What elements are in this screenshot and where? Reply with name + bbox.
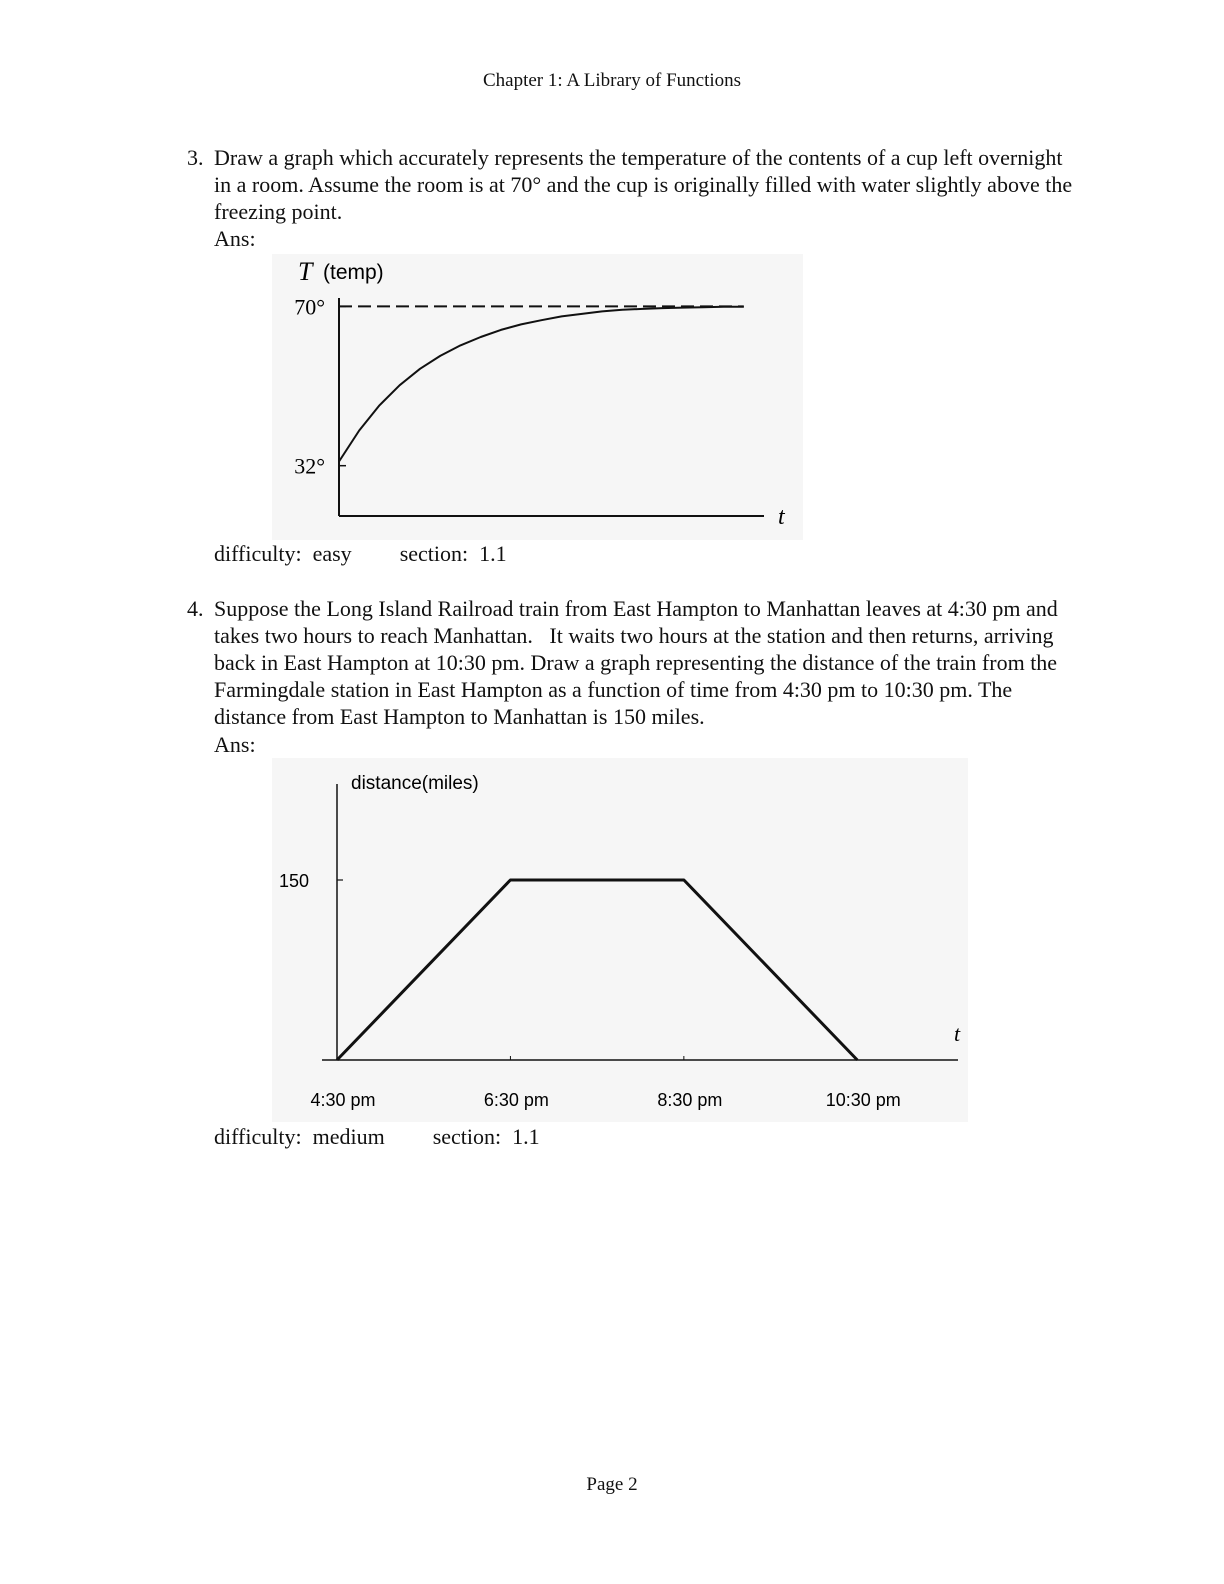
problem-text: Suppose the Long Island Railroad train from East Hampton to Manhattan leaves at 4:30 pm and takes two hours to reach Manhattan. It waits two hours at the station and then returns, arriving back in East Hampton at 10:30 pm. Draw a graph representing the distance of the train from the Farmingdale station in East Hampton as a function of time from 4:30 pm to 10:30 pm. The distance from East Hampton to Manhattan is 150 miles. <box>214 596 1064 729</box>
x-axis-label: t <box>778 504 785 530</box>
x-tick-label: 10:30 pm <box>825 1090 901 1110</box>
x-tick-label: 4:30 pm <box>310 1090 376 1110</box>
problem-4-meta <box>214 1124 540 1150</box>
difficulty-label: difficulty: <box>214 541 302 566</box>
section-value: 1.1 <box>479 541 507 566</box>
y-axis-variable: T <box>298 257 313 286</box>
section-value: 1.1 <box>512 1124 540 1149</box>
problem-text: Draw a graph which accurately represents the temperature of the contents of a cup left overnight in a room. Assume the room is at 70° and the cup is originally filled with water slightly above the freezing point. <box>214 145 1073 224</box>
x-tick-label: 8:30 pm <box>657 1090 723 1110</box>
problem-number: 3. <box>187 145 204 170</box>
y-tick-label: 32° <box>294 453 325 479</box>
distance-chart <box>272 758 968 1122</box>
page-footer: Page 2 <box>586 1474 638 1495</box>
y-tick-label: 150 <box>278 871 309 891</box>
problem-number: 4. <box>187 596 204 621</box>
page-header: Chapter 1: A Library of Functions <box>482 70 742 91</box>
temperature-chart <box>272 254 803 540</box>
x-tick-label: 6:30 pm <box>483 1090 549 1110</box>
difficulty-label: difficulty: <box>214 1124 302 1149</box>
temperature-curve <box>339 307 744 462</box>
y-axis-label: distance(miles) <box>351 773 479 794</box>
y-tick-label: 70° <box>294 294 325 320</box>
section-label: section: <box>399 541 469 566</box>
temperature-chart-svg <box>272 254 803 540</box>
section-label: section: <box>432 1124 502 1149</box>
problem-3-meta <box>214 541 507 567</box>
distance-line <box>337 880 857 1060</box>
answer-label: Ans: <box>214 732 256 757</box>
distance-chart-svg <box>272 758 968 1122</box>
difficulty-value: medium <box>312 1124 385 1149</box>
y-axis-label: (temp) <box>323 261 384 284</box>
difficulty-value: easy <box>312 541 352 566</box>
x-axis-label: t <box>954 1021 961 1046</box>
answer-label: Ans: <box>214 226 256 251</box>
